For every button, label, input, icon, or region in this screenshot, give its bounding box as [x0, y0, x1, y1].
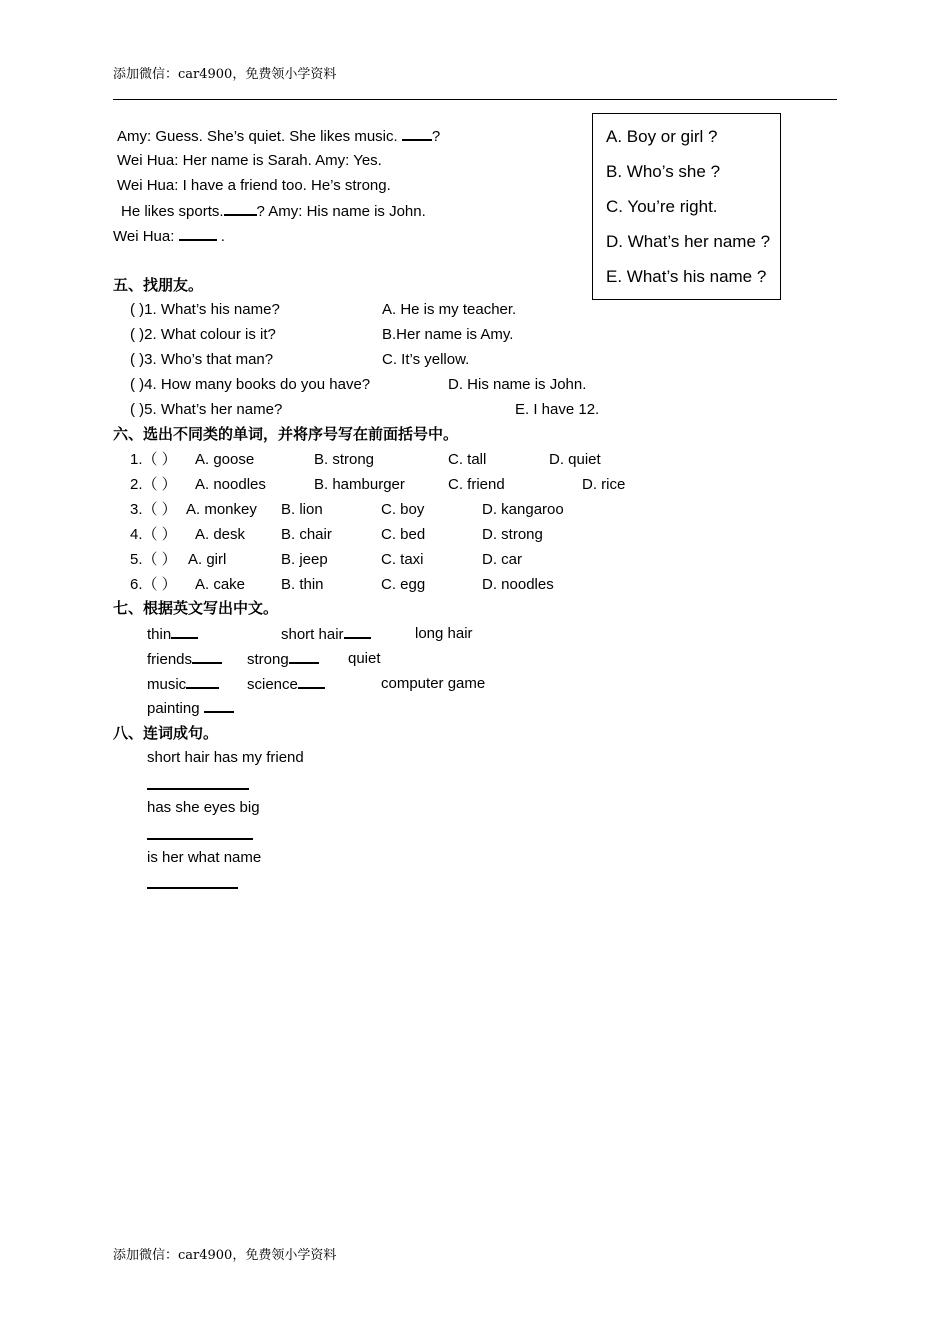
- option-e: E. What’s his name ?: [606, 267, 767, 286]
- dialogue-line-4: He likes sports. ? Amy: His name is John.: [121, 203, 426, 220]
- s5-answer: E. I have 12.: [515, 401, 600, 418]
- s7-word: short hair: [281, 625, 371, 644]
- answer-blank[interactable]: [344, 625, 371, 639]
- s7-word: quiet: [348, 650, 381, 667]
- s5-answer: D. His name is John.: [448, 376, 587, 393]
- s5-answer: A. He is my teacher.: [382, 301, 517, 318]
- answer-blank[interactable]: [402, 127, 432, 141]
- s6-option-a: A. girl: [188, 551, 227, 568]
- dialogue-line-1: Amy: Guess. She’s quiet. She likes music. ?: [117, 128, 441, 145]
- section-5-title: 五、找朋友。: [113, 277, 204, 294]
- s6-option-d: D. noodles: [482, 576, 554, 593]
- s6-option-d: D. rice: [582, 476, 626, 493]
- section-7-title: 七、根据英文写出中文。: [113, 600, 279, 617]
- dialogue-line-2: Wei Hua: Her name is Sarah. Amy: Yes.: [117, 152, 382, 169]
- s7-word: strong: [247, 650, 319, 669]
- answer-blank[interactable]: [289, 650, 319, 664]
- answer-blank[interactable]: [171, 625, 198, 639]
- s6-option-b: B. chair: [281, 526, 332, 543]
- s6-option-d: D. strong: [482, 526, 543, 543]
- s7-word: long hair: [415, 625, 473, 642]
- section-8-title: 八、连词成句。: [113, 725, 219, 742]
- s7-word: thin: [147, 625, 198, 644]
- s6-row-number[interactable]: 5.（ ）: [130, 551, 177, 568]
- s6-option-a: A. desk: [195, 526, 246, 543]
- dialogue-line-3: Wei Hua: I have a friend too. He’s strong.: [117, 177, 391, 194]
- s6-option-c: C. friend: [448, 476, 505, 493]
- s5-question[interactable]: ( )1. What’s his name?: [130, 301, 280, 318]
- s6-option-c: C. egg: [381, 576, 426, 593]
- option-a: A. Boy or girl ?: [606, 127, 718, 146]
- s7-word: painting: [147, 699, 234, 718]
- options-box: [592, 113, 781, 300]
- s5-answer: B.Her name is Amy.: [382, 326, 514, 343]
- s6-row-number[interactable]: 3.（ ）: [130, 501, 177, 518]
- page-header: 添加微信：car4900，免费领小学资料: [113, 67, 337, 82]
- dialogue-line-5: Wei Hua: .: [113, 228, 225, 245]
- header-divider: [113, 99, 837, 100]
- answer-blank[interactable]: [179, 227, 217, 241]
- answer-blank[interactable]: [186, 675, 219, 689]
- s6-option-b: B. lion: [281, 501, 323, 518]
- s8-words: has she eyes big: [147, 799, 260, 816]
- s6-option-c: C. bed: [381, 526, 426, 543]
- s6-row-number[interactable]: 4.（ ）: [130, 526, 177, 543]
- s7-word: music: [147, 675, 219, 694]
- s6-option-c: C. tall: [448, 451, 487, 468]
- section-6-title: 六、选出不同类的单词，并将序号写在前面括号中。: [113, 426, 459, 443]
- s6-option-c: C. boy: [381, 501, 425, 518]
- s8-answer-line[interactable]: [147, 838, 253, 840]
- s8-words: short hair has my friend: [147, 749, 304, 766]
- s6-row-number[interactable]: 1.（ ）: [130, 451, 177, 468]
- s8-answer-line[interactable]: [147, 887, 238, 889]
- option-d: D. What’s her name ?: [606, 232, 771, 251]
- s6-option-a: A. cake: [195, 576, 246, 593]
- s6-option-a: A. monkey: [186, 501, 257, 518]
- s5-question[interactable]: ( )2. What colour is it?: [130, 326, 276, 343]
- s6-option-a: A. noodles: [195, 476, 266, 493]
- s7-word: friends: [147, 650, 222, 669]
- s6-option-d: D. kangaroo: [482, 501, 564, 518]
- s6-option-b: B. jeep: [281, 551, 328, 568]
- s6-option-a: A. goose: [195, 451, 255, 468]
- s5-question[interactable]: ( )3. Who’s that man?: [130, 351, 274, 368]
- option-c: C. You’re right.: [606, 197, 718, 216]
- answer-blank[interactable]: [204, 699, 234, 713]
- s6-option-c: C. taxi: [381, 551, 424, 568]
- s5-question[interactable]: ( )4. How many books do you have?: [130, 376, 371, 393]
- answer-blank[interactable]: [298, 675, 325, 689]
- s5-answer: C. It’s yellow.: [382, 351, 470, 368]
- s7-word: science: [247, 675, 325, 694]
- s6-option-b: B. strong: [314, 451, 375, 468]
- s6-option-b: B. thin: [281, 576, 324, 593]
- answer-blank[interactable]: [192, 650, 222, 664]
- s6-option-d: D. quiet: [549, 451, 601, 468]
- s6-option-d: D. car: [482, 551, 523, 568]
- s8-answer-line[interactable]: [147, 788, 249, 790]
- s7-word: computer game: [381, 675, 486, 692]
- s8-words: is her what name: [147, 849, 262, 866]
- s6-row-number[interactable]: 2.（ ）: [130, 476, 177, 493]
- s6-row-number[interactable]: 6.（ ）: [130, 576, 177, 593]
- s5-question[interactable]: ( )5. What’s her name?: [130, 401, 283, 418]
- page-footer: 添加微信：car4900，免费领小学资料: [113, 1248, 337, 1263]
- answer-blank[interactable]: [224, 202, 257, 216]
- option-b: B. Who’s she ?: [606, 162, 721, 181]
- s6-option-b: B. hamburger: [314, 476, 405, 493]
